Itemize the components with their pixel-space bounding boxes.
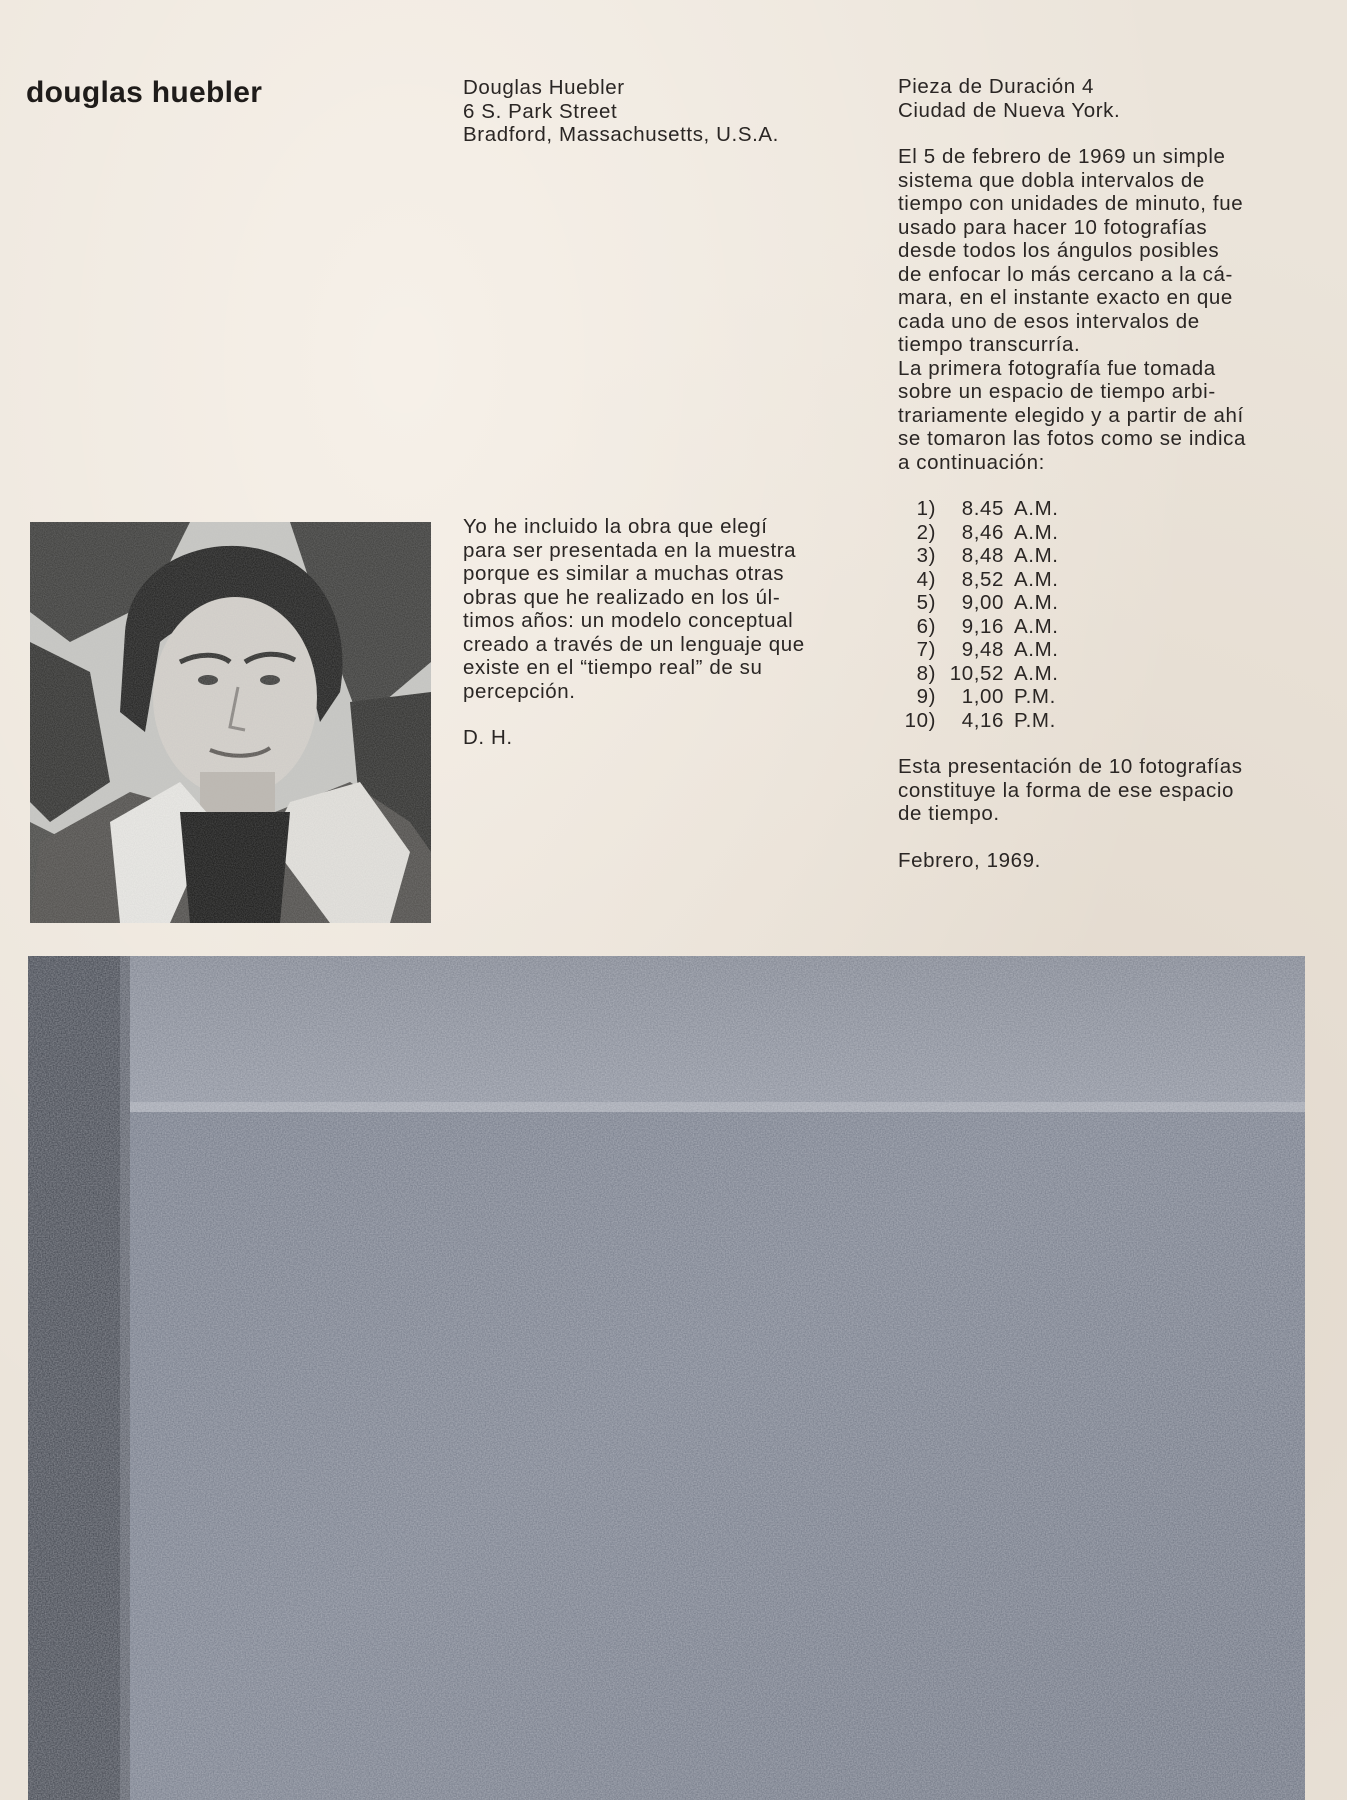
description-line: desde todos los ángulos posibles — [898, 239, 1220, 262]
address-line: Douglas Huebler — [463, 76, 625, 99]
list-item: 9) 1,00 P.M. — [916, 685, 1056, 708]
work-photograph — [28, 956, 1305, 1800]
description-line: sobre un espacio de tiempo arbi- — [898, 380, 1216, 403]
work-date: Febrero, 1969. — [898, 848, 1041, 872]
closing-line: Esta presentación de 10 fotografías — [898, 755, 1243, 778]
times-list — [898, 497, 1308, 732]
work-description-column — [898, 75, 1308, 872]
statement-signature: D. H. — [463, 726, 513, 749]
description-line: La primera fotografía fue tomada — [898, 356, 1216, 380]
closing-line: constituye la forma de ese espacio — [898, 778, 1235, 802]
list-item: 5) 9,00 A.M. — [916, 591, 1059, 614]
artist-name-heading: douglas huebler — [26, 76, 263, 109]
artist-statement — [463, 515, 863, 750]
list-item: 4) 8,52 A.M. — [916, 567, 1059, 591]
statement-line: creado a través de un lenguaje que — [463, 632, 805, 656]
description-line: cada uno de esos intervalos de — [898, 309, 1200, 333]
address-line: Bradford, Massachusetts, U.S.A. — [463, 123, 779, 146]
description-line: se tomaron las fotos como se indica — [898, 427, 1247, 450]
description-line: de enfocar lo más cercano a la cá- — [898, 262, 1233, 286]
statement-line: obras que he realizado en los úl- — [463, 585, 781, 609]
address-block — [463, 76, 779, 147]
description-line: trariamente elegido y a partir de ahí — [898, 403, 1244, 427]
work-title-line: Ciudad de Nueva York. — [898, 98, 1121, 122]
description-line: mara, en el instante exacto en que — [898, 286, 1233, 309]
statement-line: para ser presentada en la muestra — [463, 538, 797, 562]
statement-line: Yo he incluido la obra que elegí — [463, 515, 768, 538]
statement-line: existe en el “tiempo real” de su — [463, 656, 763, 679]
description-line: sistema que dobla intervalos de — [898, 168, 1205, 192]
list-item: 2) 8,46 A.M. — [916, 520, 1059, 544]
list-item: 10) 4,16 P.M. — [904, 708, 1056, 732]
description-line: tiempo transcurría. — [898, 333, 1081, 356]
list-item: 1) 8.45 A.M. — [916, 497, 1059, 520]
list-item: 3) 8,48 A.M. — [916, 544, 1059, 567]
list-item: 7) 9,48 A.M. — [916, 638, 1059, 661]
description-line: tiempo con unidades de minuto, fue — [898, 192, 1244, 215]
list-item: 8) 10,52 A.M. — [916, 661, 1059, 685]
statement-line: porque es similar a muchas otras — [463, 562, 785, 585]
statement-line: timos años: un modelo conceptual — [463, 609, 794, 632]
description-line: a continuación: — [898, 450, 1045, 474]
description-line: usado para hacer 10 fotografías — [898, 215, 1208, 239]
statement-line: percepción. — [463, 679, 576, 703]
artist-portrait-photo — [30, 522, 431, 923]
list-item: 6) 9,16 A.M. — [916, 614, 1059, 638]
closing-line: de tiempo. — [898, 802, 1000, 825]
address-line: 6 S. Park Street — [463, 99, 618, 123]
description-line: El 5 de febrero de 1969 un simple — [898, 145, 1226, 168]
work-title-line: Pieza de Duración 4 — [898, 75, 1095, 98]
